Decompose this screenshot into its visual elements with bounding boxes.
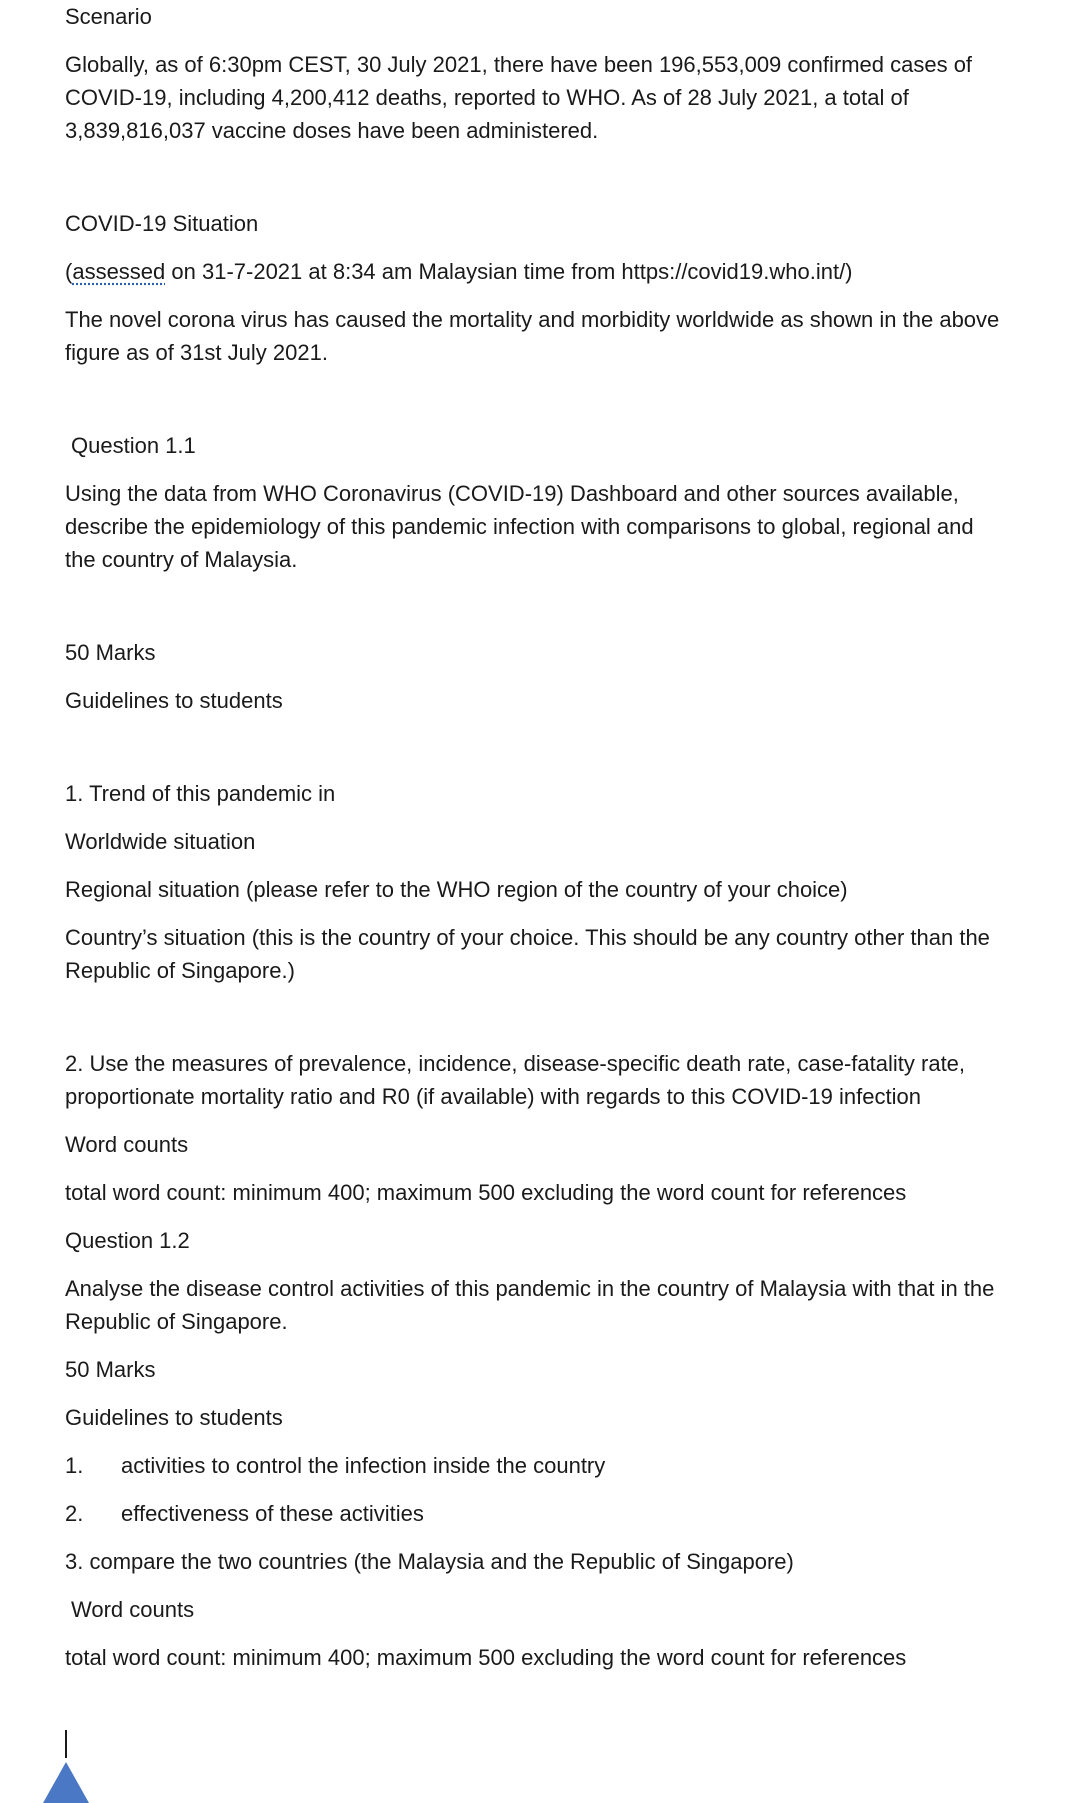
question-1-1-word-counts-text: total word count: minimum 400; maximum 500 excluding the word count for references	[65, 1180, 907, 1205]
text-cursor	[65, 1730, 67, 1758]
guideline-2: 2. Use the measures of prevalence, incidence, disease-specific death rate, case-fatality rate, proportionate mortality ratio and R0 (if available) with regards to this COVID-19 infection	[65, 1051, 966, 1109]
question-1-1-prompt: Using the data from WHO Coronavirus (COVID-19) Dashboard and other sources available, describe the epidemiology of this pandemic infection with comparisons to global, regional and the country of Malaysia.	[65, 481, 974, 572]
guideline-1-item-regional: Regional situation (please refer to the WHO region of the country of your choice)	[65, 877, 848, 902]
list-item-number: 1.	[65, 1453, 84, 1478]
question-1-1-word-counts-heading: Word counts	[65, 1132, 189, 1157]
scenario-paragraph: Globally, as of 6:30pm CEST, 30 July 2021, there have been 196,553,009 confirmed cases of COVID-19, including 4,200,412 deaths, reported to WHO. As of 28 July 2021, a total of 3,839,816,037 vaccine doses have been administered.	[65, 52, 973, 143]
list-item-text: activities to control the infection inside the country	[121, 1453, 606, 1478]
assessed-word[interactable]: assessed	[72, 259, 166, 284]
assessed-open: (	[65, 259, 73, 284]
list-item	[65, 1497, 1005, 1530]
question-1-1-heading: Question 1.1	[71, 433, 196, 458]
list-item-3: 3. compare the two countries (the Malaysia and the Republic of Singapore)	[65, 1549, 794, 1574]
question-1-2-heading: Question 1.2	[65, 1228, 190, 1253]
list-item-number: 2.	[65, 1501, 84, 1526]
triangle-shape-icon[interactable]	[43, 1762, 89, 1803]
question-1-1-guidelines-heading: Guidelines to students	[65, 688, 283, 713]
guideline-1-item-country: Country’s situation (this is the country of your choice. This should be any country other than the Republic of Singapore.)	[65, 925, 990, 983]
question-1-2-guidelines-heading: Guidelines to students	[65, 1405, 283, 1430]
situation-heading: COVID-19 Situation	[65, 211, 259, 236]
question-1-2-prompt: Analyse the disease control activities of this pandemic in the country of Malaysia with that in the Republic of Singapore.	[65, 1276, 995, 1334]
list-item	[65, 1449, 1005, 1482]
scenario-heading: Scenario	[65, 4, 152, 29]
assessed-rest: on 31-7-2021 at 8:34 am Malaysian time from https://covid19.who.int/)	[165, 259, 853, 284]
guideline-1-item-worldwide: Worldwide situation	[65, 829, 256, 854]
document-body	[65, 0, 1005, 1674]
list-item-text: effectiveness of these activities	[121, 1501, 424, 1526]
question-1-1-marks: 50 Marks	[65, 640, 156, 665]
question-1-2-word-counts-text: total word count: minimum 400; maximum 500 excluding the word count for references	[65, 1645, 907, 1670]
assessed-line	[65, 255, 1005, 288]
situation-paragraph: The novel corona virus has caused the mortality and morbidity worldwide as shown in the above figure as of 31st July 2021.	[65, 307, 1000, 365]
question-1-2-marks: 50 Marks	[65, 1357, 156, 1382]
guideline-1-title: 1. Trend of this pandemic in	[65, 781, 336, 806]
question-1-2-word-counts-heading: Word counts	[71, 1597, 195, 1622]
